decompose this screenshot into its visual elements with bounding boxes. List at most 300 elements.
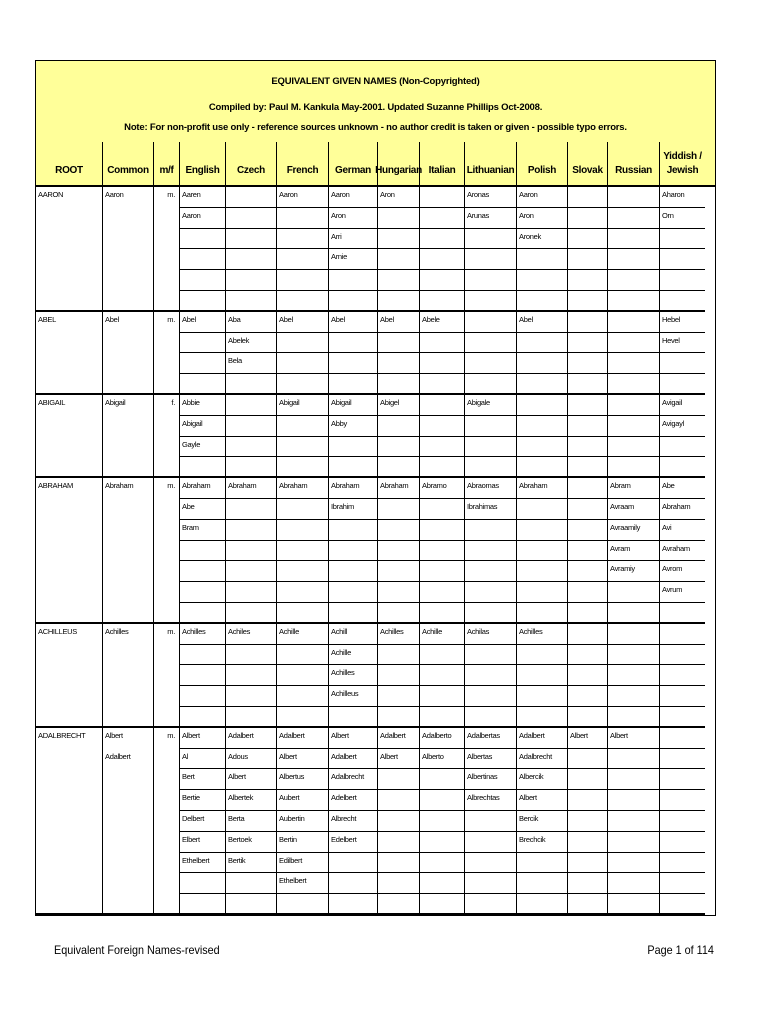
- cell-czech: Albertek: [226, 790, 277, 811]
- cell-slovak: [568, 187, 608, 208]
- cell-hungarian: [378, 790, 420, 811]
- cell-root: [36, 582, 103, 603]
- table-row: [36, 853, 715, 874]
- cell-french: [277, 582, 329, 603]
- cell-polish: Aron: [517, 208, 568, 229]
- cell-lithuanian: [465, 665, 517, 686]
- column-header-yiddish: Yiddish / Jewish: [663, 151, 702, 176]
- cell-english: [180, 353, 226, 374]
- cell-hungarian: [378, 520, 420, 541]
- cell-polish: Adalbrecht: [517, 749, 568, 770]
- cell-german: [329, 541, 378, 562]
- cell-polish: [517, 520, 568, 541]
- cell-root: ADALBRECHT: [36, 728, 103, 749]
- column-header-root: ROOT: [36, 142, 103, 185]
- table-row: [36, 395, 715, 416]
- table-row: [36, 749, 715, 770]
- cell-hungarian: [378, 499, 420, 520]
- cell-mf: [154, 853, 180, 874]
- column-header-russian: Russian: [608, 142, 660, 185]
- cell-russian: [608, 208, 660, 229]
- cell-french: [277, 437, 329, 458]
- cell-english: [180, 582, 226, 603]
- cell-czech: [226, 520, 277, 541]
- cell-czech: [226, 208, 277, 229]
- cell-polish: [517, 894, 568, 915]
- cell-italian: [420, 187, 465, 208]
- cell-mf: [154, 520, 180, 541]
- cell-mf: m.: [154, 312, 180, 333]
- cell-slovak: [568, 645, 608, 666]
- column-header-german: German: [329, 142, 378, 185]
- cell-lithuanian: [465, 645, 517, 666]
- cell-slovak: Albert: [568, 728, 608, 749]
- table-row: [36, 561, 715, 582]
- cell-hungarian: [378, 457, 420, 478]
- cell-hungarian: [378, 333, 420, 354]
- cell-common: [103, 229, 154, 250]
- cell-russian: [608, 457, 660, 478]
- cell-russian: [608, 291, 660, 312]
- cell-root: [36, 353, 103, 374]
- cell-slovak: [568, 561, 608, 582]
- cell-hungarian: Adalbert: [378, 728, 420, 749]
- cell-hungarian: [378, 769, 420, 790]
- cell-root: [36, 208, 103, 229]
- cell-mf: [154, 894, 180, 915]
- cell-polish: [517, 707, 568, 728]
- cell-yiddish: [660, 665, 705, 686]
- cell-common: [103, 499, 154, 520]
- cell-slovak: [568, 707, 608, 728]
- cell-french: Aubertin: [277, 811, 329, 832]
- cell-english: Achilles: [180, 624, 226, 645]
- cell-english: Abbie: [180, 395, 226, 416]
- column-header-hungarian: Hungarian: [378, 142, 420, 185]
- cell-italian: [420, 811, 465, 832]
- cell-slovak: [568, 478, 608, 499]
- cell-russian: [608, 769, 660, 790]
- cell-italian: Abele: [420, 312, 465, 333]
- table-row: [36, 208, 715, 229]
- cell-czech: [226, 894, 277, 915]
- cell-polish: [517, 665, 568, 686]
- cell-common: [103, 894, 154, 915]
- cell-french: [277, 374, 329, 395]
- cell-french: [277, 353, 329, 374]
- cell-yiddish: [660, 769, 705, 790]
- cell-root: ABIGAIL: [36, 395, 103, 416]
- cell-english: Bert: [180, 769, 226, 790]
- cell-german: Abel: [329, 312, 378, 333]
- table-row: [36, 645, 715, 666]
- cell-italian: [420, 873, 465, 894]
- cell-english: [180, 541, 226, 562]
- cell-lithuanian: [465, 853, 517, 874]
- cell-hungarian: [378, 811, 420, 832]
- cell-czech: Aba: [226, 312, 277, 333]
- cell-slovak: [568, 686, 608, 707]
- cell-common: [103, 645, 154, 666]
- cell-lithuanian: [465, 416, 517, 437]
- cell-lithuanian: Abigale: [465, 395, 517, 416]
- cell-german: Abigail: [329, 395, 378, 416]
- column-header-french: French: [277, 142, 329, 185]
- cell-polish: Abel: [517, 312, 568, 333]
- cell-polish: [517, 395, 568, 416]
- cell-czech: [226, 374, 277, 395]
- cell-english: Al: [180, 749, 226, 770]
- cell-english: [180, 561, 226, 582]
- cell-mf: [154, 769, 180, 790]
- cell-slovak: [568, 853, 608, 874]
- cell-hungarian: [378, 873, 420, 894]
- cell-mf: [154, 811, 180, 832]
- cell-french: [277, 686, 329, 707]
- cell-slovak: [568, 749, 608, 770]
- cell-polish: Abraham: [517, 478, 568, 499]
- cell-yiddish: [660, 790, 705, 811]
- cell-slovak: [568, 790, 608, 811]
- cell-lithuanian: [465, 561, 517, 582]
- cell-polish: [517, 603, 568, 624]
- cell-czech: Bertoek: [226, 832, 277, 853]
- cell-yiddish: Hebel: [660, 312, 705, 333]
- cell-french: [277, 645, 329, 666]
- cell-italian: Achille: [420, 624, 465, 645]
- cell-french: [277, 894, 329, 915]
- cell-lithuanian: [465, 541, 517, 562]
- cell-hungarian: [378, 707, 420, 728]
- cell-russian: [608, 665, 660, 686]
- cell-lithuanian: [465, 312, 517, 333]
- table-row: [36, 499, 715, 520]
- cell-french: Edilbert: [277, 853, 329, 874]
- cell-mf: [154, 645, 180, 666]
- cell-italian: [420, 561, 465, 582]
- table-row: [36, 832, 715, 853]
- cell-italian: Adalberto: [420, 728, 465, 749]
- cell-french: [277, 499, 329, 520]
- cell-czech: [226, 187, 277, 208]
- cell-yiddish: [660, 832, 705, 853]
- cell-mf: m.: [154, 728, 180, 749]
- column-header-polish: Polish: [517, 142, 568, 185]
- cell-lithuanian: [465, 832, 517, 853]
- cell-polish: [517, 582, 568, 603]
- cell-slovak: [568, 353, 608, 374]
- cell-italian: [420, 665, 465, 686]
- cell-russian: [608, 249, 660, 270]
- cell-hungarian: [378, 603, 420, 624]
- cell-italian: [420, 686, 465, 707]
- cell-common: [103, 790, 154, 811]
- cell-italian: [420, 374, 465, 395]
- cell-slovak: [568, 769, 608, 790]
- cell-common: [103, 374, 154, 395]
- cell-slovak: [568, 457, 608, 478]
- cell-italian: [420, 520, 465, 541]
- cell-hungarian: Aron: [378, 187, 420, 208]
- cell-french: [277, 229, 329, 250]
- table-row: [36, 249, 715, 270]
- table-row: [36, 686, 715, 707]
- cell-italian: [420, 769, 465, 790]
- cell-root: [36, 499, 103, 520]
- cell-czech: Adous: [226, 749, 277, 770]
- cell-czech: [226, 270, 277, 291]
- table-row: [36, 811, 715, 832]
- table-body: [36, 187, 715, 915]
- cell-german: [329, 270, 378, 291]
- cell-russian: [608, 832, 660, 853]
- cell-common: [103, 582, 154, 603]
- cell-english: Elbert: [180, 832, 226, 853]
- cell-russian: [608, 395, 660, 416]
- cell-polish: Albercik: [517, 769, 568, 790]
- cell-german: Ibrahim: [329, 499, 378, 520]
- cell-french: Aubert: [277, 790, 329, 811]
- table-row: [36, 520, 715, 541]
- cell-russian: [608, 645, 660, 666]
- cell-czech: [226, 499, 277, 520]
- cell-polish: [517, 437, 568, 458]
- cell-lithuanian: Albertinas: [465, 769, 517, 790]
- cell-czech: [226, 395, 277, 416]
- cell-hungarian: [378, 437, 420, 458]
- cell-french: [277, 561, 329, 582]
- cell-german: [329, 333, 378, 354]
- cell-czech: Berta: [226, 811, 277, 832]
- cell-czech: [226, 686, 277, 707]
- cell-yiddish: [660, 749, 705, 770]
- cell-lithuanian: [465, 229, 517, 250]
- cell-mf: m.: [154, 187, 180, 208]
- cell-french: [277, 603, 329, 624]
- cell-polish: [517, 270, 568, 291]
- cell-russian: Avraam: [608, 499, 660, 520]
- cell-lithuanian: [465, 686, 517, 707]
- cell-hungarian: [378, 249, 420, 270]
- cell-common: Aaron: [103, 187, 154, 208]
- cell-german: Arnie: [329, 249, 378, 270]
- table-row: [36, 728, 715, 749]
- cell-root: [36, 665, 103, 686]
- cell-slovak: [568, 499, 608, 520]
- cell-mf: f.: [154, 395, 180, 416]
- cell-polish: [517, 541, 568, 562]
- cell-czech: Abelek: [226, 333, 277, 354]
- cell-czech: [226, 291, 277, 312]
- cell-yiddish: Avi: [660, 520, 705, 541]
- cell-slovak: [568, 541, 608, 562]
- cell-mf: [154, 437, 180, 458]
- table-row: [36, 624, 715, 645]
- cell-polish: [517, 853, 568, 874]
- cell-hungarian: Albert: [378, 749, 420, 770]
- cell-yiddish: [660, 624, 705, 645]
- cell-hungarian: [378, 541, 420, 562]
- cell-common: [103, 853, 154, 874]
- cell-czech: Adalbert: [226, 728, 277, 749]
- cell-lithuanian: [465, 374, 517, 395]
- cell-lithuanian: [465, 291, 517, 312]
- cell-polish: Brechcik: [517, 832, 568, 853]
- cell-common: [103, 686, 154, 707]
- cell-hungarian: [378, 416, 420, 437]
- cell-slovak: [568, 603, 608, 624]
- cell-mf: [154, 353, 180, 374]
- cell-french: Abraham: [277, 478, 329, 499]
- cell-lithuanian: Albrechtas: [465, 790, 517, 811]
- cell-yiddish: [660, 437, 705, 458]
- cell-slovak: [568, 894, 608, 915]
- cell-slovak: [568, 832, 608, 853]
- cell-german: Achill: [329, 624, 378, 645]
- cell-yiddish: Aharon: [660, 187, 705, 208]
- table-row: [36, 374, 715, 395]
- cell-slovak: [568, 437, 608, 458]
- cell-slovak: [568, 582, 608, 603]
- cell-yiddish: [660, 686, 705, 707]
- cell-root: [36, 686, 103, 707]
- cell-polish: Albert: [517, 790, 568, 811]
- table-row: [36, 790, 715, 811]
- cell-root: [36, 437, 103, 458]
- cell-italian: [420, 853, 465, 874]
- name-group: [36, 395, 715, 478]
- cell-german: [329, 374, 378, 395]
- cell-common: [103, 520, 154, 541]
- cell-root: [36, 416, 103, 437]
- cell-mf: [154, 749, 180, 770]
- cell-german: [329, 707, 378, 728]
- cell-slovak: [568, 624, 608, 645]
- cell-czech: Bela: [226, 353, 277, 374]
- cell-common: Achilles: [103, 624, 154, 645]
- cell-common: [103, 333, 154, 354]
- cell-italian: Abramo: [420, 478, 465, 499]
- cell-hungarian: [378, 832, 420, 853]
- cell-lithuanian: Adalbertas: [465, 728, 517, 749]
- cell-polish: [517, 333, 568, 354]
- cell-russian: Abram: [608, 478, 660, 499]
- cell-english: [180, 707, 226, 728]
- cell-mf: [154, 790, 180, 811]
- cell-yiddish: Avigayl: [660, 416, 705, 437]
- cell-english: [180, 894, 226, 915]
- cell-root: [36, 333, 103, 354]
- cell-english: Bertie: [180, 790, 226, 811]
- cell-yiddish: [660, 249, 705, 270]
- cell-italian: [420, 603, 465, 624]
- cell-german: [329, 353, 378, 374]
- cell-mf: [154, 291, 180, 312]
- cell-common: [103, 561, 154, 582]
- cell-lithuanian: Arunas: [465, 208, 517, 229]
- cell-russian: [608, 853, 660, 874]
- cell-common: [103, 873, 154, 894]
- cell-hungarian: [378, 645, 420, 666]
- cell-russian: [608, 624, 660, 645]
- cell-russian: [608, 270, 660, 291]
- cell-slovak: [568, 416, 608, 437]
- cell-english: [180, 249, 226, 270]
- cell-german: Albert: [329, 728, 378, 749]
- cell-slovak: [568, 873, 608, 894]
- cell-czech: [226, 645, 277, 666]
- column-header-row: [36, 141, 715, 187]
- cell-yiddish: Orn: [660, 208, 705, 229]
- cell-yiddish: Avrum: [660, 582, 705, 603]
- cell-common: [103, 249, 154, 270]
- cell-mf: [154, 270, 180, 291]
- cell-hungarian: [378, 665, 420, 686]
- cell-russian: [608, 333, 660, 354]
- cell-common: [103, 665, 154, 686]
- cell-polish: Aronek: [517, 229, 568, 250]
- cell-english: [180, 645, 226, 666]
- compiled-by-line: Compiled by: Paul M. Kankula May-2001. Updated Suzanne Phillips Oct-2008.: [208, 102, 543, 113]
- table-row: [36, 416, 715, 437]
- cell-mf: [154, 229, 180, 250]
- cell-hungarian: [378, 894, 420, 915]
- cell-polish: [517, 686, 568, 707]
- cell-common: [103, 457, 154, 478]
- cell-common: [103, 208, 154, 229]
- cell-french: Abel: [277, 312, 329, 333]
- cell-italian: [420, 270, 465, 291]
- cell-german: [329, 582, 378, 603]
- cell-common: [103, 291, 154, 312]
- cell-hungarian: [378, 582, 420, 603]
- cell-russian: Avram: [608, 541, 660, 562]
- cell-yiddish: [660, 374, 705, 395]
- cell-italian: [420, 291, 465, 312]
- name-group: [36, 312, 715, 395]
- cell-mf: m.: [154, 478, 180, 499]
- cell-yiddish: [660, 645, 705, 666]
- cell-english: [180, 229, 226, 250]
- cell-french: [277, 208, 329, 229]
- table-row: [36, 353, 715, 374]
- cell-common: [103, 437, 154, 458]
- cell-mf: [154, 665, 180, 686]
- cell-english: [180, 873, 226, 894]
- column-header-lithuanian: Lithuanian: [465, 142, 517, 185]
- cell-root: [36, 769, 103, 790]
- cell-english: [180, 374, 226, 395]
- table-row: [36, 312, 715, 333]
- cell-polish: [517, 645, 568, 666]
- table-row: [36, 187, 715, 208]
- cell-lithuanian: [465, 437, 517, 458]
- cell-hungarian: Abigel: [378, 395, 420, 416]
- cell-hungarian: Abel: [378, 312, 420, 333]
- cell-french: [277, 291, 329, 312]
- table-row: [36, 457, 715, 478]
- column-header-mf: m/f: [154, 142, 180, 185]
- cell-german: Arri: [329, 229, 378, 250]
- cell-french: Achille: [277, 624, 329, 645]
- cell-french: Abigail: [277, 395, 329, 416]
- cell-yiddish: Hevel: [660, 333, 705, 354]
- cell-mf: [154, 686, 180, 707]
- cell-english: Abel: [180, 312, 226, 333]
- cell-czech: Abraham: [226, 478, 277, 499]
- cell-slovak: [568, 291, 608, 312]
- cell-german: Abby: [329, 416, 378, 437]
